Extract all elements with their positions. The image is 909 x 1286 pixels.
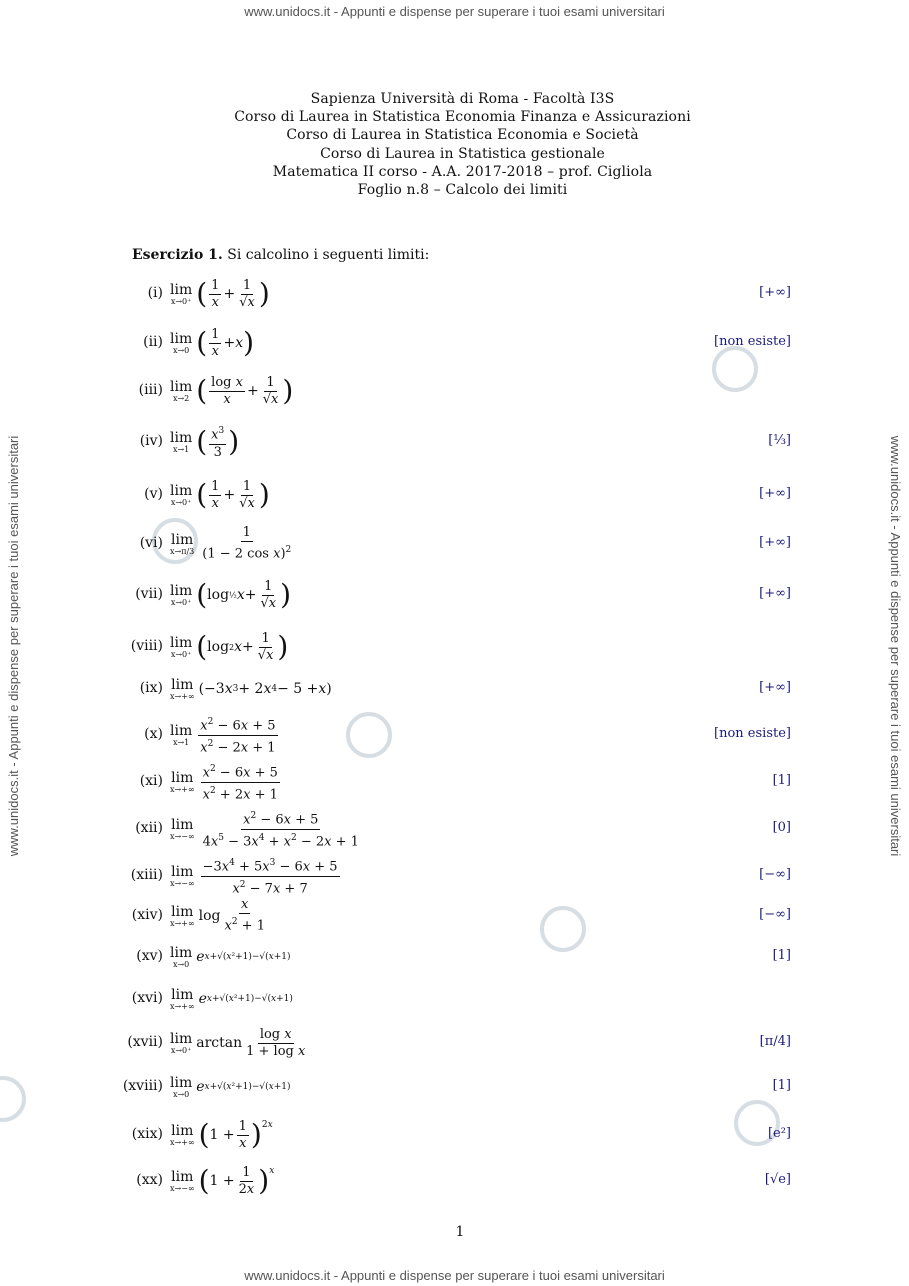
item-number: (xiii) — [130, 867, 163, 883]
limit-subscript: x→+∞ — [170, 918, 195, 928]
answer: [+∞] — [759, 486, 791, 501]
limit-item — [0, 717, 909, 755]
answer: [π/4] — [759, 1034, 791, 1049]
limit-item — [0, 897, 909, 934]
limit-subscript: x→0⁺ — [170, 1045, 192, 1055]
exercise-label: Esercizio 1. — [132, 247, 223, 263]
item-number: (xiv) — [131, 907, 163, 923]
limit-expression: lim x→0 ( $\frac{1}{x}$ + x ) — [170, 326, 255, 359]
item-number: (xvi) — [131, 990, 163, 1006]
answer: [e²] — [767, 1126, 791, 1141]
limit-item — [0, 1072, 909, 1102]
limit-item — [0, 279, 909, 309]
limit-expression: lim x→0⁺ arctan $\frac{\text{log x}}{\text{1 + log x}}$ — [170, 1026, 306, 1059]
header-line: Matematica II corso - A.A. 2017-2018 – prof. Cigliola — [272, 163, 653, 180]
limit-subscript: x→0 — [172, 345, 190, 355]
limit-expression: lim x→2 ( $\frac{\text{log x}}{x}$ + $\frac{1}{√x}$ ) — [170, 374, 294, 407]
limit-subscript: x→0⁺ — [170, 649, 192, 659]
limit-item — [0, 1028, 909, 1058]
answer: [non esiste] — [714, 334, 791, 349]
item-number: (vi) — [139, 535, 163, 551]
limit-subscript: x→0 — [172, 959, 190, 969]
limit-subscript: x→−∞ — [170, 1183, 195, 1193]
item-number: (x) — [144, 726, 163, 742]
item-number: (xv) — [136, 948, 163, 964]
limit-expression: lim x→+∞ $\frac{x^2 - 6x + 5}{x^2 + 2x + 1}$ — [170, 767, 282, 797]
limit-subscript: x→0⁺ — [170, 497, 192, 507]
item-number: (v) — [144, 486, 163, 502]
limit-subscript: x→0⁺ — [170, 296, 192, 306]
limit-item — [0, 1120, 909, 1150]
answer: [+∞] — [759, 586, 791, 601]
header-line: Corso di Laurea in Statistica gestionale — [320, 145, 605, 162]
item-number: (viii) — [130, 638, 163, 654]
answer: [0] — [772, 820, 791, 835]
answer: [1] — [772, 948, 791, 963]
limit-expression: lim x→1 ( $\frac{x^3}{3}$ ) — [170, 425, 240, 460]
item-number: (xi) — [139, 773, 163, 789]
header-line: Sapienza Università di Roma - Facoltà I3S — [310, 91, 615, 107]
item-number: (xii) — [135, 820, 163, 836]
answer: [1] — [772, 1078, 791, 1093]
item-number: (ii) — [143, 334, 163, 350]
item-number: (vii) — [135, 586, 163, 602]
item-number: (i) — [147, 285, 163, 301]
watermark-left: www.unidocs.it - Appunti e dispense per superare i tuoi esami universitari — [6, 435, 21, 857]
limit-expression: lim x→0⁺ ( $\frac{1}{x}$ + $\frac{1}{√x}$ ) — [170, 478, 270, 511]
limit-item — [0, 425, 909, 460]
header-line: Corso di Laurea in Statistica Economia e Società — [286, 127, 639, 144]
limit-subscript: x→0 — [172, 1089, 190, 1099]
item-number: (xvii) — [127, 1034, 163, 1050]
limit-expression: lim x→+∞ (−3 x 3 + 2 x 4 − 5 + x ) — [170, 676, 332, 701]
watermark-top: www.unidocs.it - Appunti e dispense per superare i tuoi esami universitari — [244, 4, 665, 19]
limit-item — [0, 632, 909, 662]
limit-expression: lim x→+∞ e x+√(x²+1)−√(x+1) — [170, 986, 293, 1011]
answer: [+∞] — [759, 535, 791, 550]
limit-item — [0, 674, 909, 704]
limit-expression: lim x→−∞ $\frac{-3x^4 + 5x^3 - 6x + 5}{x^2 - 7x + 7}$ — [170, 861, 342, 891]
limit-subscript: x→0⁺ — [170, 597, 192, 607]
answer: [−∞] — [759, 867, 791, 882]
limit-item — [0, 1166, 909, 1196]
limit-subscript: x→+∞ — [170, 784, 195, 794]
limit-expression: lim x→−∞ ( 1 + $\frac{1}{2x}$ ) $^x$ — [170, 1164, 275, 1197]
limit-subscript: x→1 — [172, 737, 190, 747]
limit-expression: lim x→0⁺ ( log ½ x + $\frac{1}{√x}$ ) — [170, 578, 292, 611]
answer: [1] — [772, 773, 791, 788]
limit-expression: lim x→0⁺ ( $\frac{1}{x}$ + $\frac{1}{√x}$ ) — [170, 277, 270, 310]
exercise-title — [132, 247, 429, 263]
item-number: (iii) — [138, 382, 163, 398]
answer: [−∞] — [759, 907, 791, 922]
item-number: (xx) — [136, 1172, 163, 1188]
header-line: Foglio n.8 – Calcolo dei limiti — [357, 182, 568, 199]
limit-subscript: x→−∞ — [170, 878, 195, 888]
limit-subscript: x→1 — [172, 444, 190, 454]
page-number: 1 — [455, 1224, 465, 1240]
answer: [non esiste] — [714, 726, 791, 741]
limit-item — [0, 480, 909, 510]
limit-expression: lim x→0 e x+√(x²+1)−√(x+1) — [170, 944, 291, 969]
limit-expression: lim x→0 e x+√(x²+1)−√(x+1) — [170, 1074, 291, 1099]
answer: [+∞] — [759, 285, 791, 300]
limit-item — [0, 984, 909, 1014]
item-number: (iv) — [139, 433, 163, 449]
item-number: (xix) — [131, 1126, 163, 1142]
limit-item — [0, 525, 909, 562]
header-line: Corso di Laurea in Statistica Economia Finanza e Assicurazioni — [234, 109, 691, 126]
limit-item — [0, 376, 909, 406]
limit-subscript: x→2 — [172, 393, 190, 403]
document-header — [0, 90, 909, 199]
limit-item — [0, 811, 909, 849]
limit-subscript: x→−∞ — [170, 831, 195, 841]
limit-subscript: x→π/3 — [170, 546, 195, 556]
limit-expression: lim x→+∞ log $\frac{x}{x^2 + 1}$ — [170, 897, 265, 934]
limit-subscript: x→+∞ — [170, 691, 195, 701]
limit-item — [0, 580, 909, 610]
limit-expression: lim x→0⁺ ( log 2 x + $\frac{1}{√x}$ ) — [170, 630, 289, 663]
item-number: (xviii) — [122, 1078, 163, 1094]
limit-expression: lim x→π/3 $\frac{1}{(1 - 2 \cos x)^2}$ — [170, 525, 292, 562]
limit-subscript: x→+∞ — [170, 1001, 195, 1011]
limit-expression: lim x→+∞ ( 1 + $\frac{1}{x}$ ) $^{2x}$ — [170, 1118, 273, 1151]
answer: [√e] — [764, 1172, 791, 1187]
watermark-right: www.unidocs.it - Appunti e dispense per superare i tuoi esami universitari — [888, 435, 903, 857]
limit-item — [0, 764, 909, 802]
limit-expression: lim x→−∞ $\frac{x^2 - 6x + 5}{4x^5 - 3x^4 + x^2 - 2x + 1}$ — [170, 814, 363, 844]
item-number: (ix) — [139, 680, 163, 696]
limit-item — [0, 328, 909, 358]
answer: [⅓] — [768, 433, 791, 448]
watermark-bottom: www.unidocs.it - Appunti e dispense per superare i tuoi esami universitari — [244, 1268, 665, 1283]
limit-item — [0, 858, 909, 896]
limit-expression: lim x→1 $\frac{x^2 - 6x + 5}{x^2 - 2x + 1}$ — [170, 720, 280, 750]
limit-subscript: x→+∞ — [170, 1137, 195, 1147]
answer: [+∞] — [759, 680, 791, 695]
exercise-text: Si calcolino i seguenti limiti: — [227, 247, 430, 263]
limit-item — [0, 942, 909, 972]
